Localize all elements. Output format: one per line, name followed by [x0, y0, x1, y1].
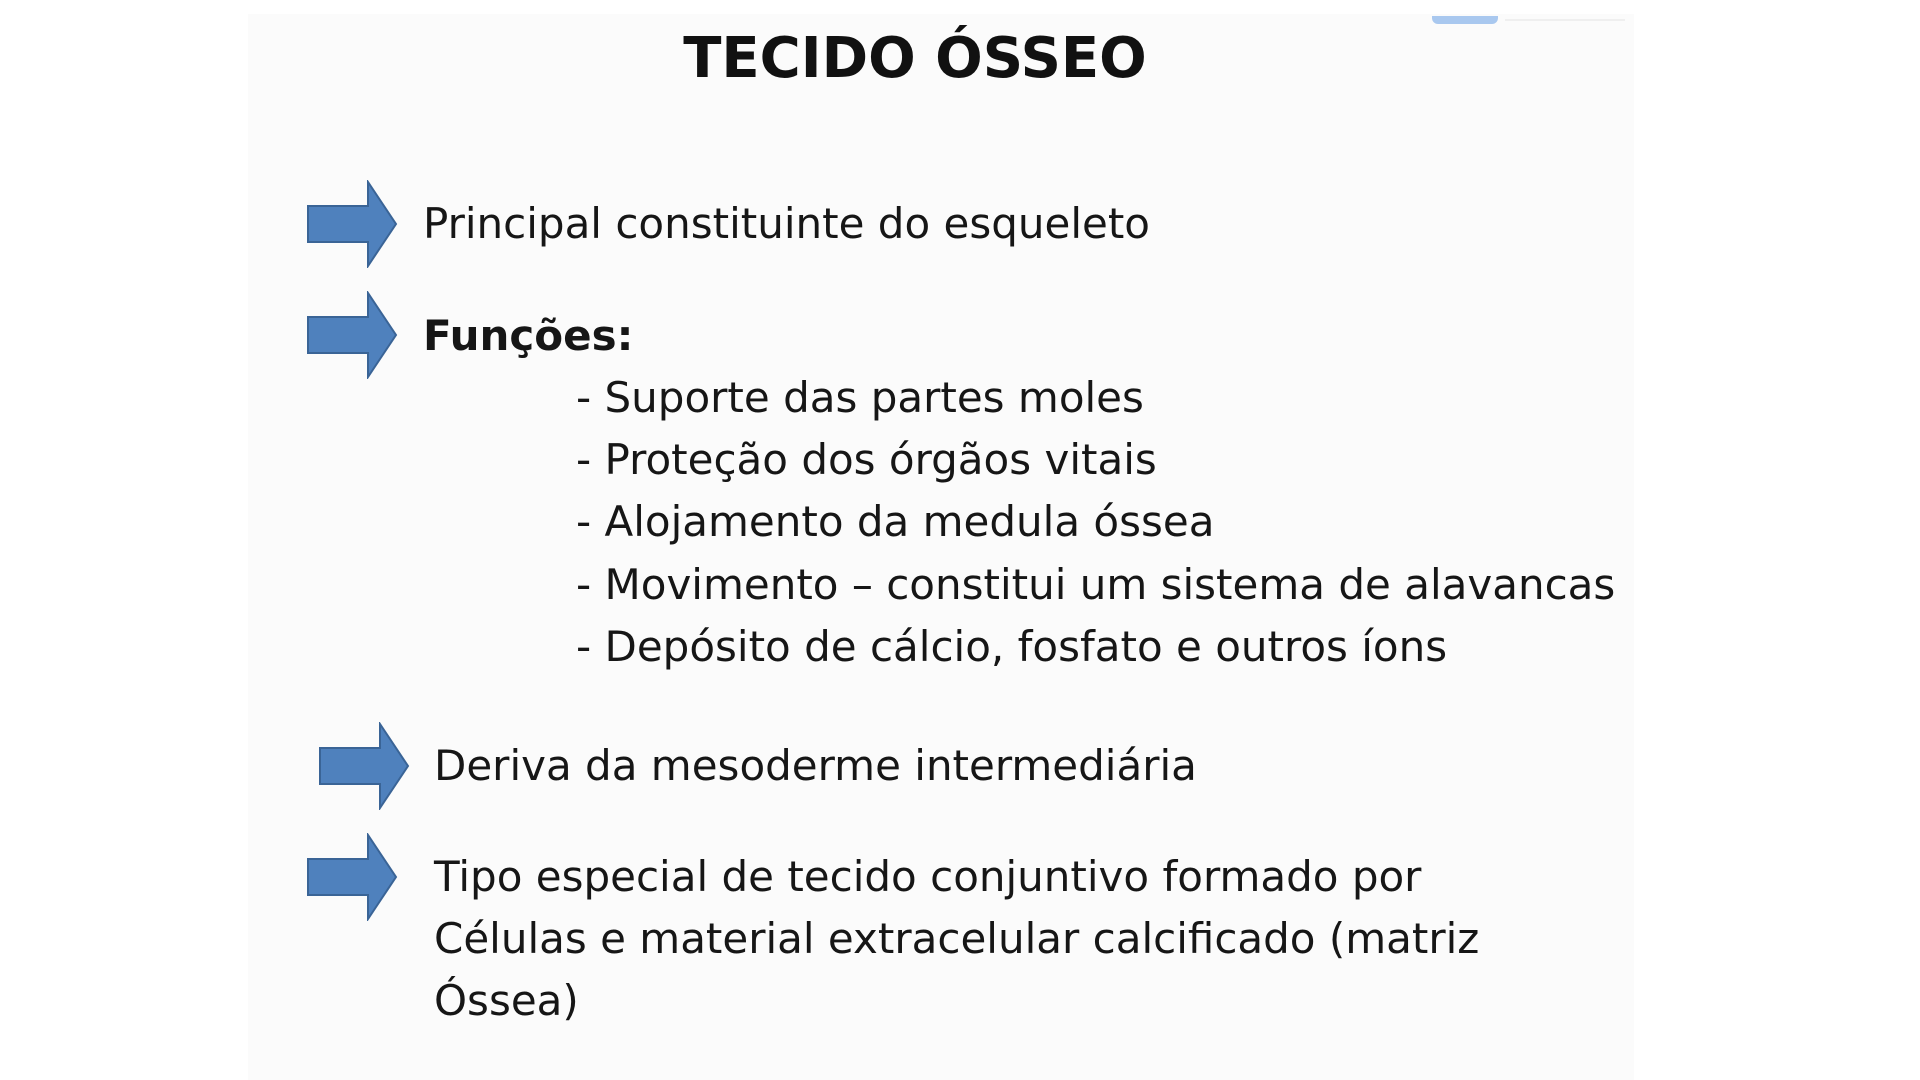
arrow-right-icon [318, 722, 410, 810]
bullet-principal-constituinte: Principal constituinte do esqueleto [423, 199, 1151, 248]
decorative-accent-bar [1432, 16, 1498, 24]
bullet-deriva-mesoderme: Deriva da mesoderme intermediária [434, 741, 1197, 790]
function-item-protecao: - Proteção dos órgãos vitais [576, 435, 1157, 484]
decorative-rule [1505, 19, 1625, 21]
function-item-deposito: - Depósito de cálcio, fosfato e outros íons [576, 622, 1448, 671]
bullet-tipo-especial-line-3: Óssea) [434, 976, 579, 1025]
arrow-right-icon [306, 291, 398, 379]
bullet-tipo-especial-line-1: Tipo especial de tecido conjuntivo formado por [434, 852, 1422, 901]
arrow-right-icon [306, 833, 398, 921]
arrow-right-icon [306, 180, 398, 268]
bullet-funcoes-heading: Funções: [423, 311, 634, 360]
bullet-tipo-especial-line-2: Células e material extracelular calcificado (matriz [434, 914, 1480, 963]
slide-title: TECIDO ÓSSEO [683, 26, 1147, 91]
function-item-movimento: - Movimento – constitui um sistema de alavancas [576, 560, 1616, 609]
function-item-suporte: - Suporte das partes moles [576, 373, 1144, 422]
function-item-alojamento: - Alojamento da medula óssea [576, 497, 1215, 546]
